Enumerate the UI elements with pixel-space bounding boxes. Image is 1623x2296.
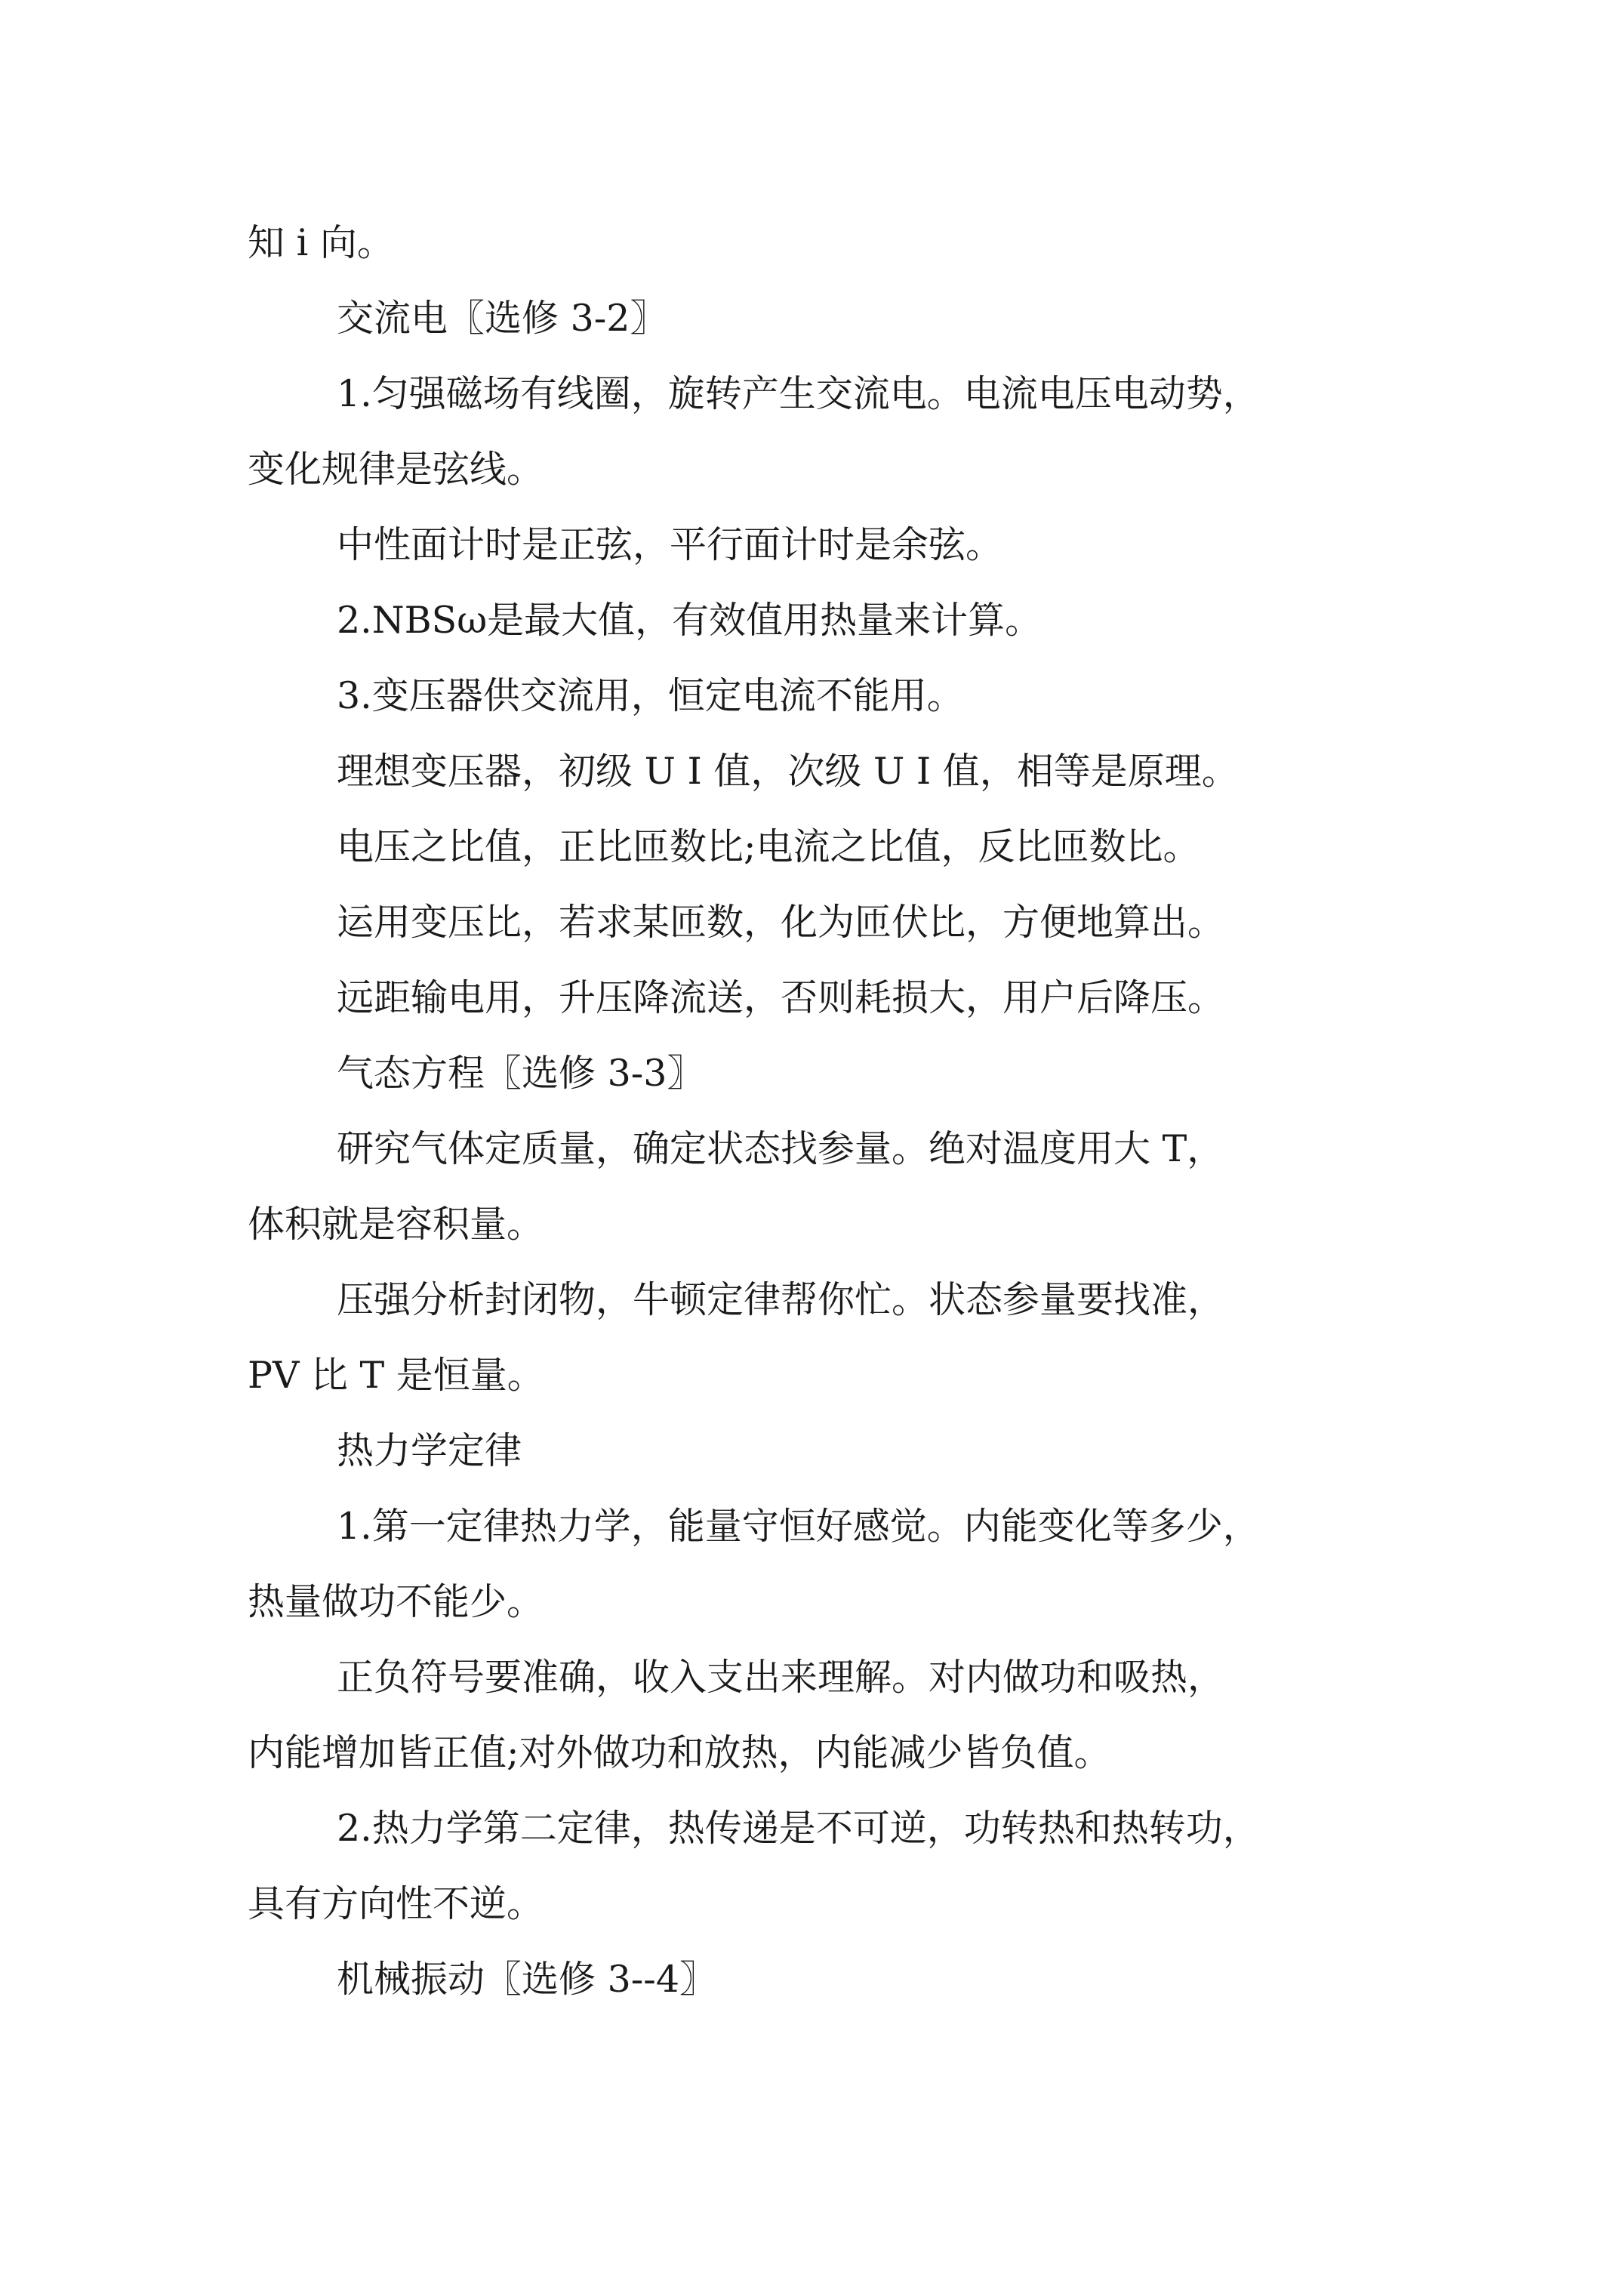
text-line: 远距输电用，升压降流送，否则耗损大，用户后降压。 <box>337 976 1225 1019</box>
text-line: 正负符号要准确，收入支出来理解。对内做功和吸热， <box>337 1656 1225 1699</box>
text-line: 3.变压器供交流用，恒定电流不能用。 <box>337 674 964 717</box>
text-line: 知 i 向。 <box>248 221 394 264</box>
text-line: 理想变压器，初级 U I 值，次级 U I 值，相等是原理。 <box>337 750 1239 793</box>
text-line: 具有方向性不逆。 <box>248 1882 544 1925</box>
text-line: 热量做功不能少。 <box>248 1580 544 1623</box>
text-line: 中性面计时是正弦，平行面计时是余弦。 <box>337 523 1003 566</box>
text-line: 1.匀强磁场有线圈，旋转产生交流电。电流电压电动势， <box>337 372 1260 415</box>
text-line: 压强分析封闭物，牛顿定律帮你忙。状态参量要找准， <box>337 1278 1225 1321</box>
text-line: 研究气体定质量，确定状态找参量。绝对温度用大 T， <box>337 1127 1224 1170</box>
text-line: 变化规律是弦线。 <box>248 448 544 491</box>
text-line: 体积就是容积量。 <box>248 1203 544 1246</box>
text-line: 2.热力学第二定律，热传递是不可逆，功转热和热转功， <box>337 1807 1260 1850</box>
section-heading: 机械振动〖选修 3--4〗 <box>337 1958 717 2001</box>
text-line: 运用变压比，若求某匝数，化为匝伏比，方便地算出。 <box>337 901 1225 944</box>
section-heading: 热力学定律 <box>337 1429 522 1472</box>
text-line: 内能增加皆正值;对外做功和放热，内能减少皆负值。 <box>248 1731 1111 1774</box>
text-line: PV 比 T 是恒量。 <box>248 1354 544 1397</box>
section-heading: 气态方程〖选修 3-3〗 <box>337 1052 704 1095</box>
text-line: 1.第一定律热力学，能量守恒好感觉。内能变化等多少， <box>337 1505 1260 1548</box>
text-line: 电压之比值，正比匝数比;电流之比值，反比匝数比。 <box>337 825 1200 868</box>
text-line: 2.NBSω是最大值，有效值用热量来计算。 <box>337 599 1042 642</box>
section-heading: 交流电〖选修 3-2〗 <box>337 297 667 340</box>
